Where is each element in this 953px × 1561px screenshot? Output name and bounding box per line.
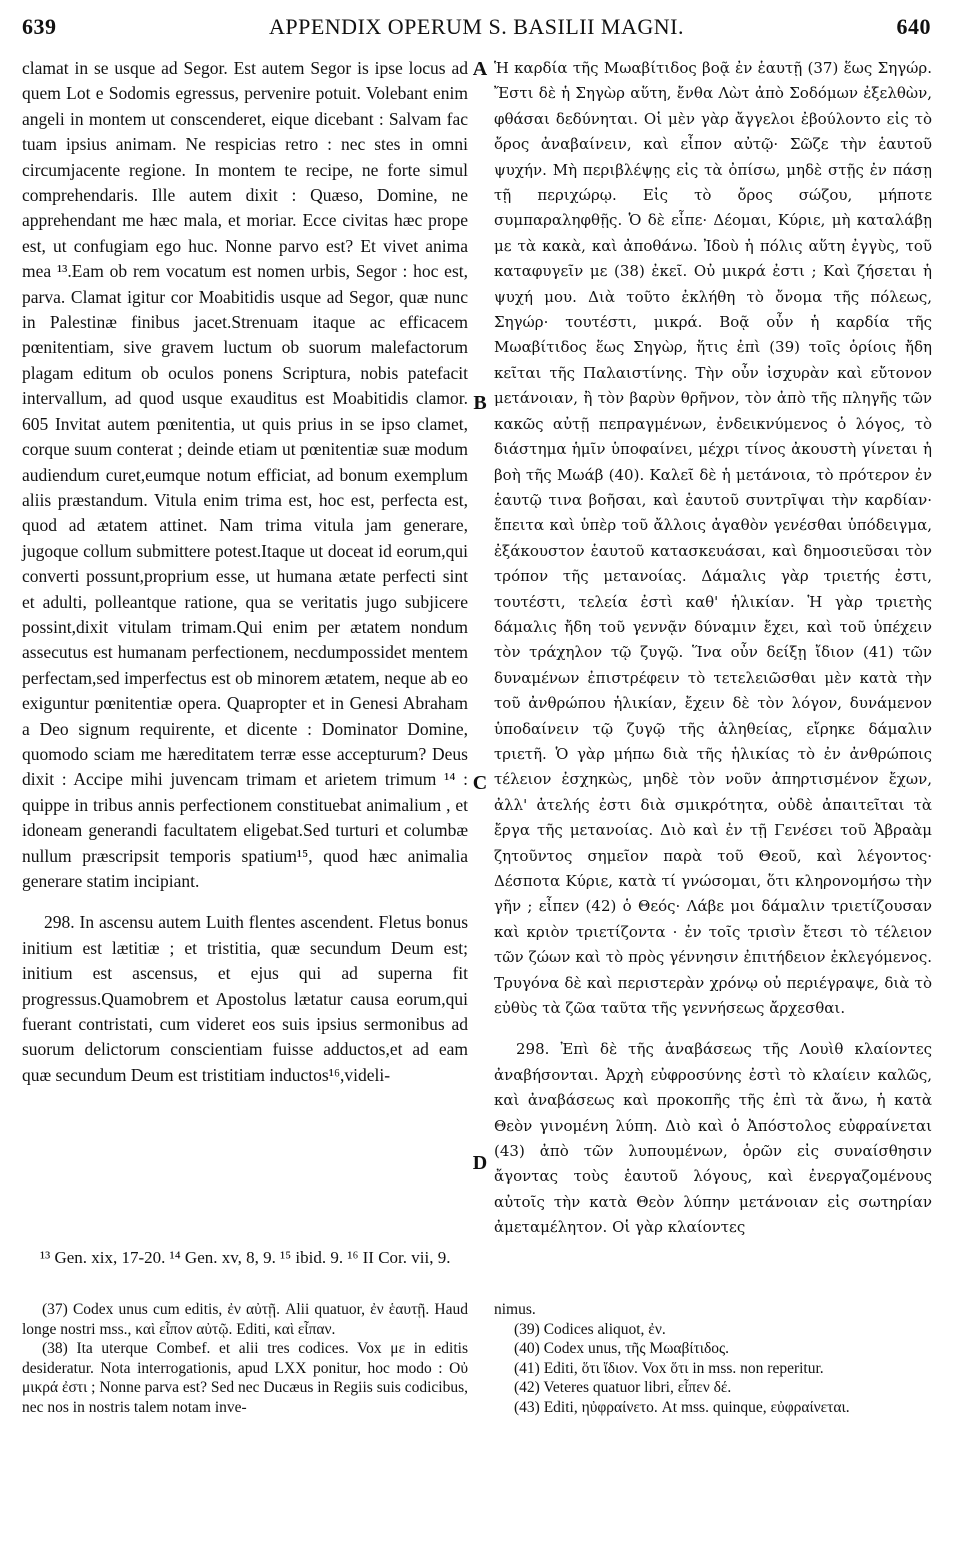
footnote: (43) Editi, ηὐφραίνετο. At mss. quinque, εὐφραίνεται.	[514, 1398, 850, 1416]
footnote: (38) Ita uterque Combef. et alii tres codices. Vox με in editis desideratur. Nota interrogationis, apud LXX ponitur, hoc modo : Οὐ μικρά ἐστι ; Nonne parva est? Sed nec Ducæus in Regiis suis codicibus, nec nos in nostris talem notam inve-	[22, 1340, 468, 1416]
margin-marker: A	[472, 58, 488, 80]
footnote: (42) Veteres quatuor libri, εἶπεν δέ.	[514, 1379, 732, 1396]
latin-column	[22, 56, 468, 1088]
page-number-right: 640	[896, 14, 931, 39]
margin-marker: D	[472, 1152, 488, 1174]
scripture-references: ¹³ Gen. xix, 17-20. ¹⁴ Gen. xv, 8, 9. ¹⁵ ibid. 9. ¹⁶ II Cor. vii, 9.	[40, 1248, 451, 1267]
footnote: nimus.	[494, 1301, 536, 1318]
margin-marker: B	[473, 392, 487, 414]
running-title: APPENDIX OPERUM S. BASILII MAGNI.	[269, 14, 684, 39]
greek-paragraph: Ἡ καρδία τῆς Μωαβίτιδος βοᾷ ἐν ἑαυτῇ (37) ἕως Σηγώρ. Ἔστι δὲ ἡ Σηγὼρ αὕτη, ἔνθα Λὼτ ἀπὸ Σοδόμων ἐξελθὼν, φθάσαι δεδύνηται. Οἱ μὲν γὰρ ἄγγελοι ἐβούλοντο εἰς τὸ ὄρος ἀναβαίνειν, καὶ εἶπον αὐτῷ· Σῶζε τὴν ἑαυτοῦ ψυχήν. Μὴ περιβλέψῃς εἰς τὰ ὀπίσω, μηδὲ στῇς ἐν πάσῃ τῇ περιχώρῳ. Εἰς τὸ ὄρος σώζου, μήποτε συμπαραληφθῇς. Ὁ δὲ εἶπε· Δέομαι, Κύριε, μὴ καταλάβῃ με τὰ κακὰ, καὶ ἀποθάνω. Ἰδοὺ ἡ πόλις αὕτη ἐγγὺς, τοῦ καταφυγεῖν με (38) ἐκεῖ. Οὐ μικρά ἐστι ; Καὶ ζήσεται ἡ ψυχή μου. Διὰ τοῦτο ἐκλήθη τὸ ὄνομα τῆς πόλεως, Σηγώρ· τουτέστι, μικρά. Βοᾷ οὖν ἡ καρδία τῆς Μωαβίτιδος ἕως Σηγὼρ, ἥτις ἐπὶ (39) τοῖς ὁρίοις ἤδη κεῖται τῆς Παλαιστίνης. Τὴν οὖν ἰσχυρὰν καὶ εὔτονον μετάνοιαν, ἢ τὸν βαρὺν θρῆνον, τὸν ἀπὸ τῆς πληγῆς τῶν κακῶς αὐτῇ πεπραγμένων, ἐνδεικνύμενος ὁ λόγος, τὸ διάστημα ἡμῖν ὑποφαίνει, μέχρι τίνος ἀκουστὴ γίνεται ἡ βοὴ τῆς Μωάβ (40). Καλεῖ δὲ ἡ μετάνοια, τὸ πρότερον ἐν ἑαυτῷ τινα βοῆσαι, καὶ ἑαυτοῦ συντρῖψαι τὴν καρδίαν· ἔπειτα καὶ ὑπὲρ τοῦ ἄλλοις ἀγαθὸν γενέσθαι ὑπόδειγμα, ἐξάκουστον ἑαυτοῦ κατασκευάσαι, καὶ δημοσιεῦσαι τὸν τρόπον τῆς μετανοίας. Δάμαλις γὰρ τριετής ἐστι, τουτέστι, τελεία ἐστὶ καθ' ἡλικίαν. Ἡ γὰρ τριετὴς δάμαλις ἤδη τοῦ γεννᾷν δύναμιν ἔχει, καὶ τοῦ ὑπέχειν τὸν τράχηλον τῷ ζυγῷ. Ἵνα οὖν δείξῃ ἴδιον (41) τῶν δυναμένων ἐπιστρέφειν τὸ τετελειῶσθαι μὲν κατὰ τὴν τοῦ ἀνθρώπου ἡλικίαν, ἔχειν δὲ τὸν λόγον, δυνάμενον ὑποδαίνειν τῷ ζυγῷ τῆς ἀληθείας, εἴρηκε δάμαλιν τριετῆ. Ὁ γὰρ μήπω διὰ τῆς ἡλικίας τὸ ἐν ἀνθρώποις τέλειον ἐσχηκὼς, μηδὲ τὸν νοῦν ἀπηρτισμένον ἔχων, ἀλλ' ἀτελής ἐστι διὰ σμικρότητα, οὐδὲ ἀπαιτεῖται τὰ ἔργα τῆς μετανοίας. Διὸ καὶ ἐν τῇ Γενέσει τοῦ Ἀβραὰμ ζητοῦντος σημεῖον παρὰ τοῦ Θεοῦ, καὶ λέγοντος· Δέσποτα Κύριε, κατὰ τί γνώσομαι, ὅτι κληρονομήσω τὴν γῆν ; εἶπεν (42) ὁ Θεός· Λάβε μοι δάμαλιν τριετίζουσαν καὶ κριὸν τριετίζοντα · ἐν τοῖς τρισὶν ἔτεσι τὸ τέλειον τῶν ζώων καὶ τὸ πρὸς γέννησιν ἐπιτήδειον ἐκλεγόμενος. Τρυγόνα δὲ καὶ περιστερὰν χρόνῳ οὐ περιέγραψε, διὰ τὸ εὐθὺς τὰ ζῶα ταῦτα τῆς γεννήσεως ἄρχεσθαι.	[494, 59, 932, 1018]
greek-column	[494, 56, 932, 1241]
margin-marker: C	[472, 772, 488, 794]
footnotes-right	[494, 1300, 932, 1417]
page-number-left: 639	[22, 14, 57, 39]
footnote: (40) Codex unus, τῆς Μωαβίτιδος.	[514, 1340, 730, 1357]
footnote: (37) Codex unus cum editis, ἐν αὐτῇ. Alii quatuor, ἐν ἑαυτῇ. Haud longe nostri mss., καὶ εἶπον αὐτῷ. Editi, καὶ εἶπαν.	[22, 1301, 468, 1338]
footnote: (39) Codices aliquot, ἐν.	[514, 1320, 666, 1338]
footnotes-left	[22, 1300, 468, 1417]
footnote: (41) Editi, ὅτι ἴδιον. Vox ὅτι in mss. non reperitur.	[514, 1359, 824, 1377]
running-header	[22, 14, 931, 44]
greek-paragraph: 298. Ἐπὶ δὲ τῆς ἀναβάσεως τῆς Λουὶθ κλαίοντες ἀναβήσονται. Ἀρχὴ εὐφροσύνης ἐστὶ τὸ κλαίειν καλῶς, καὶ ἀναβάσεως καὶ προκοπῆς τῆς ἐπὶ τὰ ἄνω, ἡ κατὰ Θεὸν γινομένη λύπη. Διὸ καὶ ὁ Ἀπόστολος εὐφραίνεται (43) ἀπὸ τῶν λυπουμένων, ὁρῶν εἰς συναίσθησιν ἄγοντας τοὺς ἑαυτοῦ λόγους, καὶ ἐνεργαζομένους αὐτοῖς τὴν κατὰ Θεὸν λύπην μετάνοιαν εἰς σωτηρίαν ἀμεταμέλητον. Οἱ γὰρ κλαίοντες	[494, 1040, 932, 1237]
latin-paragraph: 298. In ascensu autem Luith flentes ascendent. Fletus bonus initium est lætitiæ ; et tristitia, quæ secundum Deum est; initium est ascensus, et ejus qui ad superna fit progressus.Quamobrem et Apostolus lætatur causa eorum,qui fuerant contristati, cum videret eos suis ipsius sermonibus ad suorum delictorum conscientiam fuisse adductos,et ad eam quæ secundum Deum est tristitiam inductos¹⁶,videli-	[22, 912, 468, 1085]
latin-paragraph: clamat in se usque ad Segor. Est autem Segor is ipse locus ad quem Lot e Sodomis egressus, pervenire potuit. Volebant enim angeli in montem ut conscenderet, eique dicebant : Salvam fac tuam ipsius animam. Ne respicias retro : nec stes in omni circumjacente regione. In montem te recipe, ne forte simul comprehendaris. Ille autem dixit : Quæso, Domine, ne apprehendant me hæc mala, et moriar. Ecce civitas hæc prope est, ut confugiam ego huc. Nonne parvo est? Et vivet anima mea ¹³.Eam ob rem vocatum est nomen urbis, Segor : hoc est, parva. Clamat igitur cor Moabitidis usque ad Segor, quæ nunc in Palestinæ finibus jacet.Strenuam itaque ac efficacem pœnitentiam, sive gravem luctum ob suorum malefactorum plagam editum ob oculos ponens Scriptura, nobis patefacit intervallum, ad quod usque exauditus est Moabitidis clamor. 605 Invitat autem pœnitentia, ut quis prius in se ipso clamet, corque suum conterat ; deinde etiam ut pœnitentiæ suæ modum audiendum curet,eumque notum efficiat, ad bonum exemplum aliis præstandum. Vitula enim trima est, hoc est, perfecta est, quod ad ætatem attinet. Nam trima vitula jam generare, jugoque collum submittere potest.Itaque ut doceat id eorum,qui converti possunt,proprium esse, ut humana ætate perfecti sint et adulti, polleantque ratione, qua se veritatis jugo subjicere possint,dixit vitulam trimam.Qui enim per ætatem nondum assecutus est humanam perfectionem, necdumpossidet mentem perfectam,sed imperfectus est ob minorem ætatem, neque ab eo exiguntur pœnitentiæ opera. Quapropter et in Genesi Abraham a Deo signum requirente, et dicente : Dominator Domine, quomodo sciam me hæreditatem terræ esse accepturum? Deus dixit : Accipe mihi juvencam trimam et arietem trimum ¹⁴ : quippe in tribus annis perfectionem constituebat animalium , et idoneam generandi facultatem eligebat.Sed turturi et columbæ nullum præscripsit temporis spatium¹⁵, quod hæc animalia generare statim incipiant.	[22, 58, 468, 891]
